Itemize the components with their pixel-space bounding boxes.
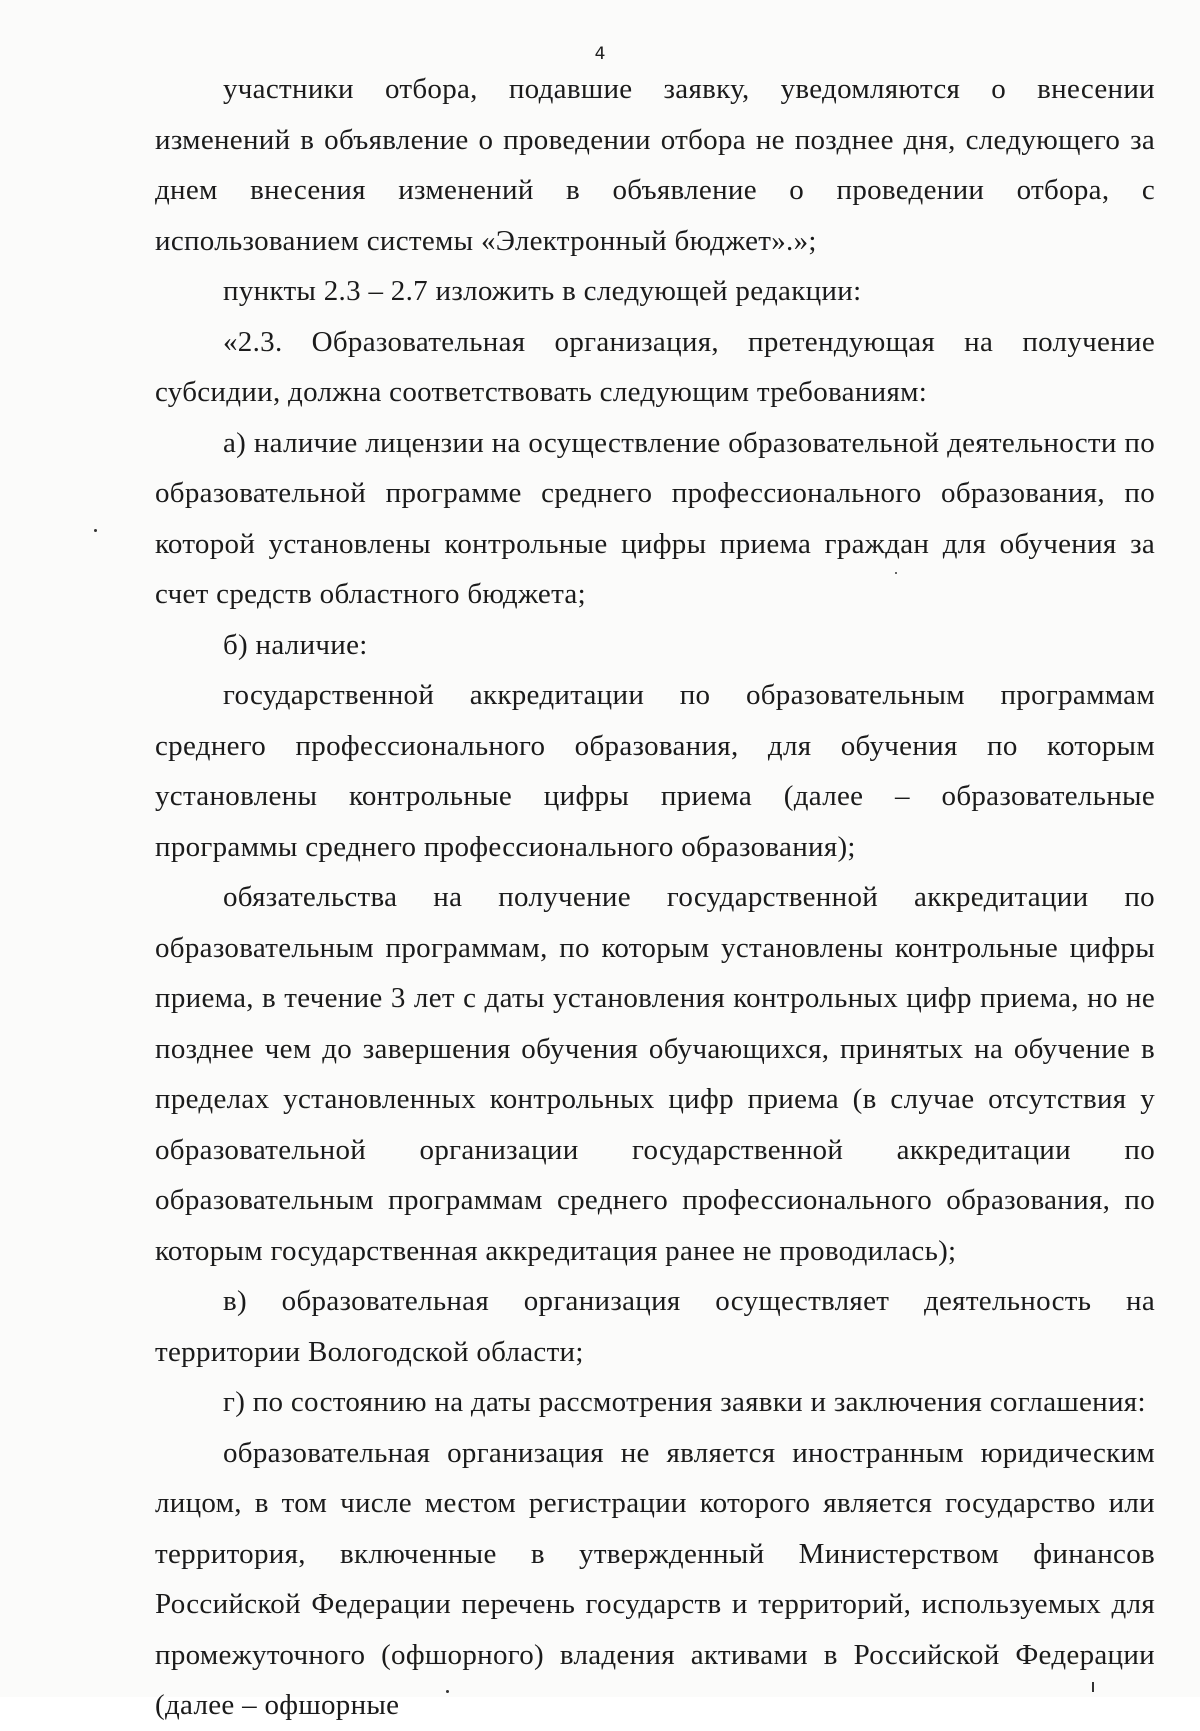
scan-speck bbox=[94, 529, 97, 532]
paragraph: г) по состоянию на даты рассмотрения заявки и заключения соглашения: bbox=[223, 1386, 1146, 1418]
paragraph: пункты 2.3 – 2.7 изложить в следующей редакции: bbox=[223, 275, 862, 307]
paragraph: участники отбора, подавшие заявку, уведомляются о внесении изменений в объявление о проведении отбора не позднее дня, следующего за днем внесения изменений в объявление о проведении отбора, с использованием системы «Электронный бюджет».»; bbox=[155, 73, 1155, 257]
paragraph: государственной аккредитации по образовательным программам среднего профессионального образования, для обучения по которым установлены контрольные цифры приема (далее – образовательные программы среднего профессионального образования); bbox=[155, 679, 1155, 863]
paragraph: образовательная организация не является иностранным юридическим лицом, в том числе местом регистрации которого является государство или территория, включенные в утвержденный Министерством финансов Российской Федерации перечень государств и территорий, используемых для промежуточного (офшорного) владения активами в Российской Федерации (далее – офшорные bbox=[155, 1436, 1155, 1721]
scan-speck bbox=[895, 572, 897, 574]
page-number: 4 bbox=[594, 44, 606, 64]
document-body bbox=[155, 64, 1155, 1731]
paragraph: в) образовательная организация осуществляет деятельность на территории Вологодской области; bbox=[155, 1285, 1155, 1368]
paragraph: а) наличие лицензии на осуществление образовательной деятельности по образовательной программе среднего профессионального образования, по которой установлены контрольные цифры приема граждан для обучения за счет средств областного бюджета; bbox=[155, 426, 1155, 610]
paragraph: «2.3. Образовательная организация, претендующая на получение субсидии, должна соответствовать следующим требованиям: bbox=[155, 325, 1155, 408]
scan-speck bbox=[446, 1690, 449, 1693]
scan-speck bbox=[1092, 1682, 1094, 1692]
paragraph: б) наличие: bbox=[223, 628, 368, 661]
paragraph: обязательства на получение государственной аккредитации по образовательным программам, по которым установлены контрольные цифры приема, в течение 3 лет с даты установления контрольных цифр приема, но не позднее чем до завершения обучения обучающихся, принятых на обучение в пределах установленных контрольных цифр приема (в случае отсутствия у образовательной организации государственной аккредитации по образовательным программам среднего профессионального образования, по которым государственная аккредитация ранее не проводилась); bbox=[155, 881, 1155, 1267]
